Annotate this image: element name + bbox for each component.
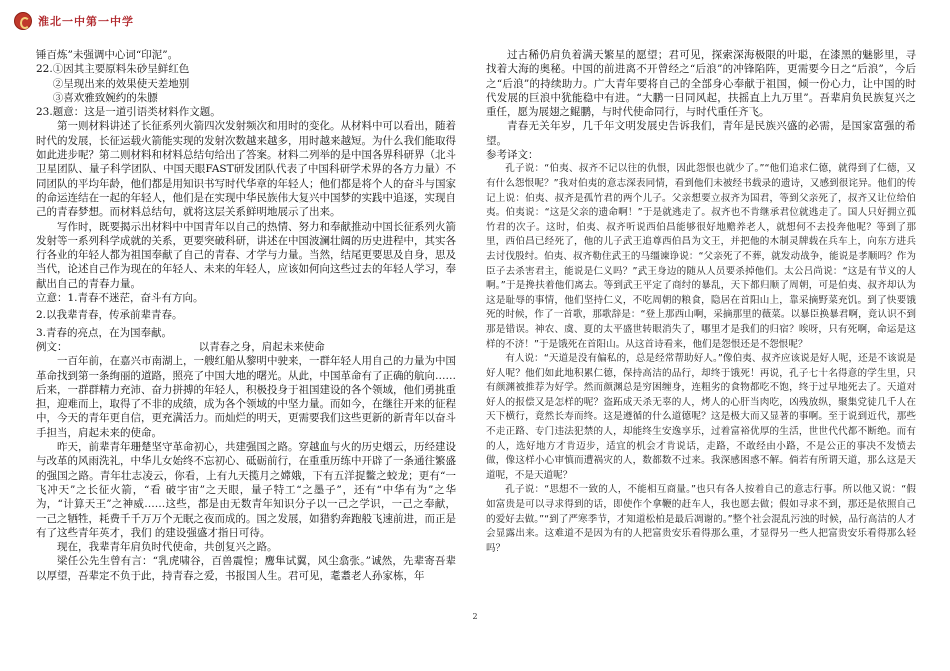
right-column <box>486 48 916 556</box>
essay-body <box>36 354 456 583</box>
school-logo-icon <box>14 12 32 30</box>
left-column <box>36 48 456 583</box>
answer-paragraph: 锤百炼”未强调中心词“印泥”。 <box>36 49 179 61</box>
translation-paragraph: 孔子说：“伯夷、叔齐不记以往的仇恨，因此怨恨也就少了。”“他们追求仁德，就得到了仁德，又有什么怨恨呢？”我对伯夷的意志深表同情，看到他们未被经书载录的遗诗，又感到很诧异。他们的传记上说：伯夷、叔齐是孤竹君的两个儿子。父亲想要立叔齐为国君，等到父亲死了，叔齐又让位给伯夷。伯夷说：“这是父亲的遗命啊！”于是就逃走了。叔齐也不肯继承君位就逃走了。国人只好拥立孤竹君的次子。这时，伯夷、叔齐听说西伯昌能够很好地赡养老人，就想何不去投奔他呢？等到了那里，西伯昌已经死了，他的儿子武王追尊西伯昌为文王，并把他的木制灵牌载在兵车上，向东方进兵去讨伐殷纣。伯夷、叔齐勒住武王的马缰谏诤说：“父亲死了不葬，就发动战争，能说是孝顺吗？作为臣子去杀害君主，能说是仁义吗？”武王身边的随从人员要杀掉他们。太公吕尚说：“这是有节义的人啊。”于是搀扶着他们离去。等到武王平定了商纣的暴乱，天下都归顺了周朝，可是伯夷、叔齐却认为这是耻辱的事情，他们坚持仁义，不吃周朝的粮食，隐居在首阳山上，靠采摘野菜充饥。到了快要饿死的时候，作了一首歌，那歌辞是：“登上那西山啊，采摘那里的薇菜。以暴臣换暴君啊，竟认识不到那是错误。神农、虞、夏的太平盛世转眼消失了，哪里才是我们的归宿？唉呀，只有死啊，命运是这样的不济！”于是饿死在首阳山。从这首诗看来，他们是怨恨还是不怨恨呢？ <box>486 163 916 350</box>
answer-paragraph: 22.①因其主要原料朱砂呈鲜红色 <box>36 63 190 76</box>
answer-paragraph: 3.青春的亮点，在为国奉献。 <box>36 326 173 339</box>
answer-paragraph: ③喜欢雅致婉约的朱膘 <box>52 91 158 104</box>
page-header <box>14 10 134 32</box>
essay-paragraph: 一百年前，在嘉兴市南湖上，一艘红船从黎明中驶来，一群年轻人用自己的力量为中国革命找到第一条绚丽的道路，照亮了中国大地的曙光。从此，中国革命有了正确的航向……后来，一群群精力充沛、奋力拼搏的年轻人，积极投身于祖国建设的各个领域，他们勇挑重担，迎难而上，取得了不非的成绩，成为各个领域的中坚力量。而如今，在继往开来的征程中，今天的青年更自信，更充满活力。而灿烂的明天，更需要我们这些更新的新青年以奋斗手担当，肩起未来的使命。 <box>36 355 456 439</box>
answer-paragraph: 第一则材料讲述了长征系列火箭四次发射频次和用时的变化。从材料中可以看出，随着时代的发展，长征运载火箭能实现的发射次数越来越多，用时越来越短。为什么我们能取得如此进步呢？第二则材料和材料总结句给出了答案。材料二列举的是中国各界科研界（北斗卫星团队、量子科学团队、中国天眼FAST研发团队代表了中国科研学术界的各方力量）不同团队的平均年龄，他们都是用知识书写时代华章的年轻人；他们都是将个人的奋斗与国家的命运连结在一起的年轻人，他们是在实现中华民族伟大复兴中国梦的实践中追逐，实现自己的青春梦想。而材料总结句，就将这层关系鲜明地展示了出来。 <box>36 120 456 219</box>
translation-paragraph: 孔子说：“思想不一致的人，不能相互商量。”也只有各人按着自己的意志行事。所以他又说：“假如富贵是可以寻求得到的话，即使作个拿鞭的赶车人，我也愿去做；假如寻求不到，那还是依照自己的爱好去做。”“到了严寒季节，才知道松柏是最后凋谢的。”整个社会混乱污浊的时候，品行高洁的人才会显露出来。这难道不是因为有的人把富贵安乐看得那么重，才显得另一些人把富贵安乐看得那么轻吗？ <box>486 484 916 554</box>
essay-paragraph: 现在，我辈青年肩负时代使命，共创复兴之路。 <box>57 541 278 554</box>
essay-paragraph: 过古稀仍肩负着满天繁星的愿望；君可见，探索深海极限的叶聪，在漆黑的魅影里，寻找着大海的奥秘。中国的前进离不开曾经之“后浪”的冲锋陷阵，更需要今日之“后浪”，今后之“后浪”的持续助力。广大青年要将自己的全部身心奉献于祖国，倾一份心力，让中国的时代发展的巨浪中犹能稳中有进。“大鹏一日同风起，扶摇直上九万里”。吾辈肩负民族复兴之重任，愿为展翅之鲲鹏，与时代使命同行，与时代重任齐飞。 <box>486 49 916 119</box>
school-name: 淮北一中第一中学 <box>38 15 134 28</box>
reference-translation-label: 参考译文： <box>486 149 539 162</box>
example-heading <box>36 340 456 354</box>
answer-paragraph: 立意：1.青春不迷茫，奋斗有方向。 <box>36 292 204 305</box>
page-number: 2 <box>472 612 478 621</box>
essay-paragraph: 梁任公先生曾有言：“乳虎啸谷，百兽震惶；鹰隼试翼，风尘翕张。”诚然，先辈寄吾辈以厚望，吾辈定不负于此，持青春之爱，书报国人生。君可见，耄耋老人孙家栋，年 <box>36 555 456 582</box>
essay-continued <box>486 48 916 148</box>
answer-paragraph: 23.题意：这是一道引语类材料作文题。 <box>36 106 221 119</box>
answer-paragraph: 写作时，既要揭示出材料中中国青年以自己的热情、努力和奉献推动中国长征系列火箭发射等一系列科学成就的关系，更要突破科研，讲述在中国波澜壮阔的历史进程中，其实各行各业的年轻人都为祖国奉献了自己的青春、才学与力量。当然，结尾更要思及自身，思及当代，论述自己作为现在的年轻人、未来的年轻人，应该如何向这些过去的年轻人学习，奉献出自己的青春力量。 <box>36 220 456 290</box>
example-label: 例文： <box>36 340 68 353</box>
essay-paragraph: 青春无关年岁，几千年文明发展史告诉我们，青年是民族兴盛的必需，是国家富强的希望。 <box>486 120 916 147</box>
answer-paragraphs <box>36 48 456 340</box>
answer-paragraph: 2.以我辈青春，传承前辈青春。 <box>36 309 183 322</box>
essay-paragraph: 昨天，前辈青年珊楚坚守革命初心，共建强国之路。穿越血与火的历史烟云，历经建设与改革的风雨洗礼，中华儿女始终不忘初心、砥砺前行，在重重历练中开辟了一条通往繁盛的强国之路。青年壮志凌云，你看，上有九天揽月之嫦娥，下有五洋捉鳖之蛟龙；更有“一飞冲天”之长征火箭，“看 破宇宙”之天眼，量子特工“之墨子”，还有“中华有为”之华为，“计算天王”之神威……这些，都是由无数青年知识分子以一己之学识，一己之奉献，一己之牺牲，耗费千千万万个无眠之夜而成的。国之发展，如猎豹奔跑般飞速前进，而正是有了这些青年英才，我们 的建设强盛才指日可待。 <box>36 441 456 539</box>
essay-title: 以青春之身，肩起未来使命 <box>198 340 325 353</box>
reference-translation <box>486 162 916 556</box>
answer-paragraph: ②呈现出来的效果使天差地别 <box>52 77 190 90</box>
translation-paragraph: 有人说：“天道是没有偏私的，总是经常帮助好人。”像伯夷、叔齐应该说是好人呢，还是不该说是好人呢？他们如此地积累仁德，保持高洁的品行，却终于饿死！再说，孔子七十名得意的学生里，只有颜渊被推荐为好学。然而颜渊总是穷困缠身，连粗劣的食物都吃不饱，终于过早地死去了。天道对好人的报偿又是怎样的呢？盗跖成天杀无辜的人，烤人的心肝当肉吃，凶残放纵，聚集党徒几千人在天下横行，竟然长寿而终。这是遵循的什么道德呢？这是极大而又显著的事啊。至于说到近代，那些不走正路、专门违法犯禁的人，却能终生安逸享乐，过着富裕优厚的生活，世世代代都不断绝。而有的人，选好地方才肯迈步，适宜的机会才肯说话，走路，不敢经由小路，不是公正的事决不发愤去做，像这样小心审慎而遭祸灾的人，数都数不过来。我深感困惑不解。倘若有所谓天道，那么这是天道呢，不是天道呢？ <box>486 353 916 481</box>
